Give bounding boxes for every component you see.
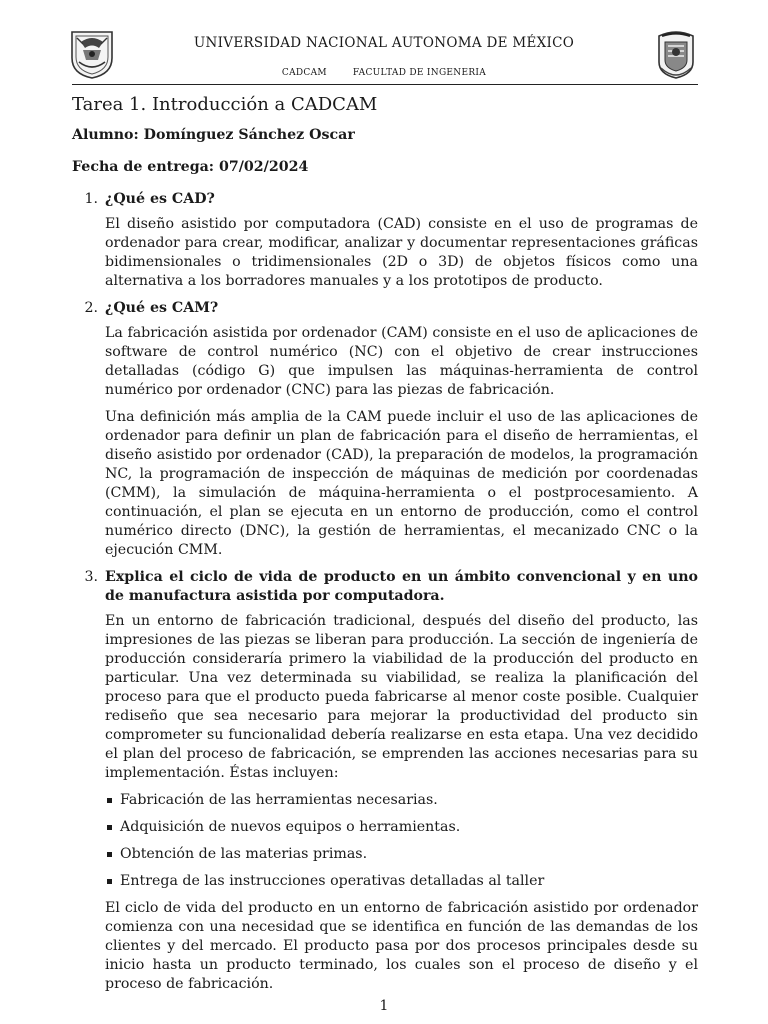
document-title: Tarea 1. Introducción a CADCAM — [72, 94, 378, 115]
section-2 — [72, 299, 698, 560]
section-title: ¿Qué es CAD? — [105, 191, 215, 207]
paragraph: El ciclo de vida del producto en un entorno de fabricación asistido por ordenador comienza con una necesidad que se identifica en función de las demandas de los clientes y del mercado. El producto pasa por dos procesos principales desde su inicio hasta un producto terminado, los cuales son el proceso de diseño y el proceso de fabricación. — [105, 900, 698, 992]
section-number: 2. — [84, 300, 98, 316]
section-1 — [72, 190, 698, 291]
header-rule — [72, 84, 698, 85]
university-title: UNIVERSIDAD NACIONAL AUTONOMA DE MÉXICO — [193, 35, 575, 51]
paragraph: La fabricación asistida por ordenador (CAM) consiste en el uso de aplicaciones de software de control numérico (NC) con el objetivo de crear instrucciones detalladas (código G) que impulsen las máquinas-herramienta de control numérico por ordenador (CNC) para las piezas de fabricación. — [105, 325, 698, 398]
bullet-square-icon — [107, 825, 112, 830]
section-number: 1. — [84, 191, 98, 207]
bullet-square-icon — [107, 852, 112, 857]
faculty-name: FACULTAD DE INGENERIA — [352, 68, 487, 78]
paragraph: En un entorno de fabricación tradicional, después del diseño del producto, las impresiones de las piezas se liberan para producción. La sección de ingeniería de producción consideraría primero la viabilidad de la producción del producto en particular. Una vez determinada su viabilidad, se realiza la planificación del proceso para que el producto pueda fabricarse al menor coste posible. Cualquier rediseño que sea necesario para mejorar la productividad del producto sin comprometer su funcionalidad debería realizarse en esta etapa. Una vez decidido el plan del proceso de fabricación, se emprenden las acciones necesarias para su implementación. Éstas incluyen: — [105, 613, 698, 781]
list-item-text: Adquisición de nuevos equipos o herramientas. — [120, 819, 461, 835]
section-title: Explica el ciclo de vida de producto en un ámbito convencional y en uno de manufactura asistida por computadora. — [105, 569, 698, 604]
list-item-text: Fabricación de las herramientas necesarias. — [120, 792, 438, 808]
paragraph: Una definición más amplia de la CAM puede incluir el uso de las aplicaciones de ordenador para definir un plan de fabricación para el diseño de herramientas, el diseño asistido por ordenador (CAD), la preparación de modelos, la programación NC, la programación de inspección de máquinas de medición por coordenadas (CMM), la simulación de máquina-herramienta o el postprocesamiento. A continuación, el plan se ejecuta en un entorno de producción, como el control numérico directo (DNC), la gestión de herramientas, el mecanizado CNC o la ejecución CMM. — [105, 409, 698, 558]
due-date: Fecha de entrega: 07/02/2024 — [72, 159, 309, 175]
paragraph: El diseño asistido por computadora (CAD) consiste en el uso de programas de ordenador para crear, modificar, analizar y documentar representaciones gráficas bidimensionales o tridimensionales (2D o 3D) de objetos físicos como una alternativa a los borradores manuales y a los prototipos de producto. — [105, 216, 698, 289]
bullet-square-icon — [107, 879, 112, 884]
header-subtitle — [0, 68, 768, 78]
list-item — [105, 818, 698, 837]
page-number: 1 — [379, 998, 389, 1014]
bullet-list — [105, 791, 698, 891]
section-number: 3. — [84, 569, 98, 585]
list-item — [105, 791, 698, 810]
document-body — [72, 92, 698, 1002]
list-item — [105, 845, 698, 864]
list-item-text: Entrega de las instrucciones operativas detalladas al taller — [120, 873, 545, 889]
list-item — [105, 872, 698, 891]
list-item-text: Obtención de las materias primas. — [120, 846, 368, 862]
bullet-square-icon — [107, 798, 112, 803]
student-name: Alumno: Domínguez Sánchez Oscar — [72, 127, 355, 143]
section-3 — [72, 568, 698, 994]
course-name: CADCAM — [281, 68, 327, 78]
section-title: ¿Qué es CAM? — [105, 300, 219, 316]
